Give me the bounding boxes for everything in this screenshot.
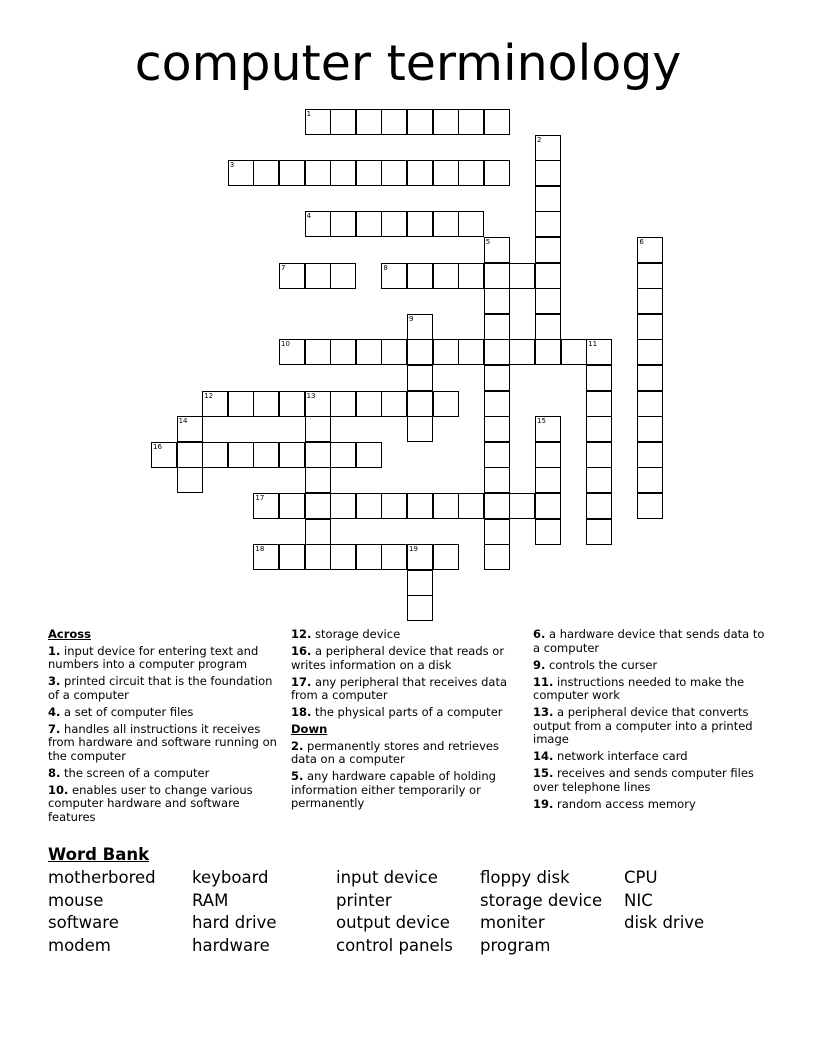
clue <box>48 706 283 720</box>
grid-cell[interactable] <box>356 493 382 519</box>
grid-cell[interactable] <box>381 109 407 135</box>
grid-cell[interactable] <box>202 442 228 468</box>
grid-cell[interactable] <box>253 544 279 570</box>
clue-number: 6. <box>533 627 546 641</box>
clue-number: 4. <box>48 704 61 719</box>
clue-text: instructions needed to make the computer work <box>533 674 745 702</box>
grid-cell[interactable] <box>407 109 433 135</box>
grid-cell[interactable] <box>458 263 484 289</box>
word-bank-item: CPU <box>624 868 658 887</box>
clue-number: 19 <box>409 545 418 554</box>
clue <box>533 767 773 794</box>
grid-cell[interactable] <box>433 109 459 135</box>
grid-cell[interactable] <box>484 416 510 442</box>
grid-cell[interactable] <box>407 365 433 391</box>
grid-cell[interactable] <box>637 237 663 263</box>
grid-cell[interactable] <box>433 493 459 519</box>
grid-cell[interactable] <box>381 544 407 570</box>
clue-text: the screen of a computer <box>60 765 210 780</box>
clue-number: 9 <box>409 314 414 323</box>
grid-cell[interactable] <box>407 416 433 442</box>
word-bank-item: motherbored <box>48 868 156 887</box>
clue-text: a set of computer files <box>60 704 194 719</box>
grid-cell[interactable] <box>535 135 561 161</box>
grid-cell[interactable] <box>637 365 663 391</box>
grid-cell[interactable] <box>305 391 331 417</box>
grid-cell[interactable] <box>330 544 356 570</box>
grid-cell[interactable] <box>407 391 433 417</box>
grid-cell[interactable] <box>305 519 331 545</box>
clue-number: 16 <box>153 442 162 451</box>
word-bank-item: keyboard <box>192 868 269 887</box>
clue <box>533 798 773 812</box>
grid-cell[interactable] <box>484 288 510 314</box>
grid-cell[interactable] <box>586 391 612 417</box>
grid-cell[interactable] <box>433 391 459 417</box>
grid-cell[interactable] <box>279 544 305 570</box>
grid-cell[interactable] <box>356 211 382 237</box>
clue-text: any hardware capable of holding information either temporarily or permanently <box>291 769 496 810</box>
grid-cell[interactable] <box>535 186 561 212</box>
grid-cell[interactable] <box>484 109 510 135</box>
clue-number: 8 <box>383 263 388 272</box>
clue-number: 11. <box>533 674 554 689</box>
grid-cell[interactable] <box>433 211 459 237</box>
grid-cell[interactable] <box>407 339 433 365</box>
grid-cell[interactable] <box>305 160 331 186</box>
word-bank-item: NIC <box>624 890 653 910</box>
clues-column-3 <box>533 628 773 815</box>
clue-number: 13. <box>533 705 554 719</box>
grid-cell[interactable] <box>535 416 561 442</box>
word-bank-item: floppy disk <box>480 868 570 887</box>
grid-cell[interactable] <box>586 416 612 442</box>
clue-text: permanently stores and retrieves data on a computer <box>291 738 499 766</box>
grid-cell[interactable] <box>381 263 407 289</box>
clue-number: 14. <box>533 749 554 763</box>
grid-cell[interactable] <box>330 391 356 417</box>
grid-cell[interactable] <box>305 442 331 468</box>
clue <box>48 645 283 672</box>
clue-number: 12. <box>291 627 312 641</box>
clue-text: network interface card <box>553 749 688 763</box>
grid-cell[interactable] <box>637 416 663 442</box>
grid-cell[interactable] <box>484 314 510 340</box>
clue <box>48 723 283 764</box>
grid-cell[interactable] <box>637 467 663 493</box>
clue-number: 18 <box>255 545 265 554</box>
clue-text: a hardware device that sends data to a computer <box>533 627 765 655</box>
word-bank-item: control panels <box>336 936 453 956</box>
grid-cell[interactable] <box>407 211 433 237</box>
grid-cell[interactable] <box>356 109 382 135</box>
grid-cell[interactable] <box>535 493 561 519</box>
grid-cell[interactable] <box>535 467 561 493</box>
clue-text: input device for entering text and numbers into a computer program <box>48 643 259 671</box>
clue <box>291 770 526 811</box>
grid-cell[interactable] <box>202 391 228 417</box>
grid-cell[interactable] <box>381 211 407 237</box>
grid-cell[interactable] <box>484 442 510 468</box>
grid-cell[interactable] <box>484 263 510 289</box>
grid-cell[interactable] <box>381 339 407 365</box>
grid-cell[interactable] <box>484 339 510 365</box>
clue <box>291 628 526 642</box>
word-bank-item: storage device <box>480 890 603 910</box>
grid-cell[interactable] <box>177 442 203 468</box>
grid-cell[interactable] <box>330 109 356 135</box>
clue-text: storage device <box>311 627 401 641</box>
grid-cell[interactable] <box>356 160 382 186</box>
clue-number: 17 <box>255 494 265 502</box>
grid-cell[interactable] <box>535 237 561 263</box>
grid-cell[interactable] <box>433 544 459 570</box>
grid-cell[interactable] <box>484 467 510 493</box>
grid-cell[interactable] <box>356 442 382 468</box>
grid-cell[interactable] <box>586 493 612 519</box>
clue-number: 10 <box>281 340 290 349</box>
clue-number: 1. <box>48 643 61 658</box>
clue-text: random access memory <box>553 796 696 811</box>
grid-cell[interactable] <box>253 160 279 186</box>
grid-cell[interactable] <box>407 544 433 570</box>
clue-text: a peripheral device that reads or writes information on a disk <box>291 644 505 672</box>
clue <box>533 628 773 655</box>
word-bank-column <box>624 867 704 935</box>
grid-cell[interactable] <box>330 339 356 365</box>
grid-cell[interactable] <box>458 160 484 186</box>
grid-cell[interactable] <box>330 493 356 519</box>
clue-number: 7 <box>281 263 286 272</box>
grid-cell[interactable] <box>637 391 663 417</box>
clue <box>291 706 526 720</box>
grid-cell[interactable] <box>535 160 561 186</box>
word-bank-item: modem <box>48 936 111 956</box>
clue-number: 4 <box>306 212 312 221</box>
grid-cell[interactable] <box>484 237 510 263</box>
grid-cell[interactable] <box>305 109 331 135</box>
word-bank-item: disk drive <box>624 913 705 933</box>
word-bank-item: RAM <box>192 890 229 910</box>
clue-number: 12 <box>204 391 214 400</box>
grid-cell[interactable] <box>407 493 433 519</box>
grid-cell[interactable] <box>433 160 459 186</box>
grid-cell[interactable] <box>228 160 254 186</box>
word-bank-column <box>336 867 453 958</box>
grid-cell[interactable] <box>279 493 305 519</box>
grid-cell[interactable] <box>586 339 612 365</box>
grid-cell[interactable] <box>637 339 663 365</box>
grid-cell[interactable] <box>433 263 459 289</box>
grid-cell[interactable] <box>484 365 510 391</box>
grid-cell[interactable] <box>305 211 331 237</box>
grid-cell[interactable] <box>305 263 331 289</box>
grid-cell[interactable] <box>407 595 433 621</box>
clue-number: 18. <box>291 705 312 719</box>
clue-text: a peripheral device that converts output from a computer into a printed image <box>533 705 753 746</box>
clue <box>533 676 773 703</box>
clue-number: 9. <box>533 657 546 672</box>
clue-text: enables user to change various computer hardware and software features <box>48 782 253 824</box>
clue-number: 10. <box>48 782 69 797</box>
grid-cell[interactable] <box>279 160 305 186</box>
clue <box>533 659 773 673</box>
grid-cell[interactable] <box>253 493 279 519</box>
clue-number: 2 <box>537 135 542 144</box>
grid-cell[interactable] <box>458 339 484 365</box>
grid-cell[interactable] <box>535 442 561 468</box>
clue-text: any peripheral that receives data from a computer <box>291 674 507 702</box>
clue-number: 14 <box>178 417 188 426</box>
clue-text: the physical parts of a computer <box>311 705 503 719</box>
grid-cell[interactable] <box>330 263 356 289</box>
grid-cell[interactable] <box>484 519 510 545</box>
grid-cell[interactable] <box>279 391 305 417</box>
clue-text: printed circuit that is the foundation of a computer <box>48 674 273 702</box>
clue-number: 15. <box>533 766 554 780</box>
grid-cell[interactable] <box>484 493 510 519</box>
clue-number: 2. <box>291 738 304 753</box>
grid-cell[interactable] <box>637 288 663 314</box>
grid-cell[interactable] <box>356 391 382 417</box>
word-bank-item: moniter <box>480 913 545 933</box>
grid-cell[interactable] <box>458 493 484 519</box>
grid-cell[interactable] <box>407 160 433 186</box>
clue-number: 15 <box>537 417 546 426</box>
grid-cell[interactable] <box>586 365 612 391</box>
grid-cell[interactable] <box>535 288 561 314</box>
grid-cell[interactable] <box>305 467 331 493</box>
clues-column-1 <box>48 628 283 828</box>
grid-cell[interactable] <box>330 442 356 468</box>
grid-cell[interactable] <box>458 211 484 237</box>
clues-column-2 <box>291 628 526 814</box>
grid-cell[interactable] <box>535 314 561 340</box>
word-bank-column <box>192 867 277 958</box>
grid-cell[interactable] <box>228 442 254 468</box>
clue <box>291 740 526 767</box>
clue-text: handles all instructions it receives from hardware and software running on the computer <box>48 721 277 763</box>
grid-cell[interactable] <box>305 416 331 442</box>
grid-cell[interactable] <box>279 263 305 289</box>
clue-number: 3 <box>229 161 235 170</box>
grid-cell[interactable] <box>151 442 177 468</box>
grid-cell[interactable] <box>433 339 459 365</box>
grid-cell[interactable] <box>637 442 663 468</box>
grid-cell[interactable] <box>279 339 305 365</box>
grid-cell[interactable] <box>637 493 663 519</box>
grid-cell[interactable] <box>407 314 433 340</box>
grid-cell[interactable] <box>305 339 331 365</box>
grid-cell[interactable] <box>509 263 535 289</box>
grid-cell[interactable] <box>509 493 535 519</box>
grid-cell[interactable] <box>535 339 561 365</box>
across-heading: Across <box>48 627 91 641</box>
grid-cell[interactable] <box>330 160 356 186</box>
word-bank-item: hard drive <box>192 913 277 933</box>
grid-cell[interactable] <box>253 442 279 468</box>
grid-cell[interactable] <box>637 263 663 289</box>
clue-text: receives and sends computer files over telephone lines <box>533 766 754 794</box>
clue-number: 5. <box>291 769 304 783</box>
grid-cell[interactable] <box>637 314 663 340</box>
grid-cell[interactable] <box>356 339 382 365</box>
grid-cell[interactable] <box>586 467 612 493</box>
grid-cell[interactable] <box>305 493 331 519</box>
clue <box>533 706 773 747</box>
word-bank-item: mouse <box>48 890 104 910</box>
grid-cell[interactable] <box>586 442 612 468</box>
grid-cell[interactable] <box>484 160 510 186</box>
word-bank-column <box>48 867 156 958</box>
grid-cell[interactable] <box>535 519 561 545</box>
clue-number: 5 <box>485 238 491 246</box>
word-bank-item: software <box>48 913 119 933</box>
grid-cell[interactable] <box>407 263 433 289</box>
grid-cell[interactable] <box>177 416 203 442</box>
grid-cell[interactable] <box>407 570 433 596</box>
clue <box>291 645 526 672</box>
grid-cell[interactable] <box>535 263 561 289</box>
grid-cell[interactable] <box>381 160 407 186</box>
word-bank-title: Word Bank <box>48 845 150 864</box>
page-title: computer terminology <box>134 35 682 92</box>
grid-cell[interactable] <box>177 467 203 493</box>
grid-cell[interactable] <box>356 544 382 570</box>
clue-number: 19. <box>533 796 554 811</box>
clue <box>48 767 283 781</box>
clue-number: 8. <box>48 765 61 780</box>
clue <box>533 750 773 764</box>
grid-cell[interactable] <box>484 544 510 570</box>
word-bank-item: hardware <box>192 936 270 956</box>
grid-cell[interactable] <box>381 391 407 417</box>
clue-number: 16. <box>291 644 312 658</box>
grid-cell[interactable] <box>458 109 484 135</box>
grid-cell[interactable] <box>228 391 254 417</box>
clue-number: 11 <box>588 340 598 349</box>
grid-cell[interactable] <box>535 211 561 237</box>
clue-number: 7. <box>48 721 61 736</box>
clue-number: 1 <box>306 110 312 118</box>
clue <box>291 676 526 703</box>
word-bank-item: input device <box>336 868 438 887</box>
grid-cell[interactable] <box>509 339 535 365</box>
word-bank-item: printer <box>336 890 392 910</box>
clue-text: controls the curser <box>545 657 658 672</box>
clue-number: 13 <box>306 391 316 400</box>
grid-cell[interactable] <box>330 211 356 237</box>
clue-number: 17. <box>291 674 312 689</box>
grid-cell[interactable] <box>484 391 510 417</box>
grid-cell[interactable] <box>381 493 407 519</box>
grid-cell[interactable] <box>586 519 612 545</box>
grid-cell[interactable] <box>561 339 587 365</box>
word-bank-column <box>480 867 602 958</box>
clue <box>48 784 283 825</box>
clue <box>48 675 283 702</box>
grid-cell[interactable] <box>305 544 331 570</box>
clue-number: 6 <box>639 238 644 246</box>
grid-cell[interactable] <box>253 391 279 417</box>
word-bank-item: output device <box>336 913 450 933</box>
down-heading: Down <box>291 722 328 736</box>
grid-cell[interactable] <box>279 442 305 468</box>
clue-number: 3. <box>48 674 61 688</box>
word-bank-item: program <box>480 936 551 956</box>
